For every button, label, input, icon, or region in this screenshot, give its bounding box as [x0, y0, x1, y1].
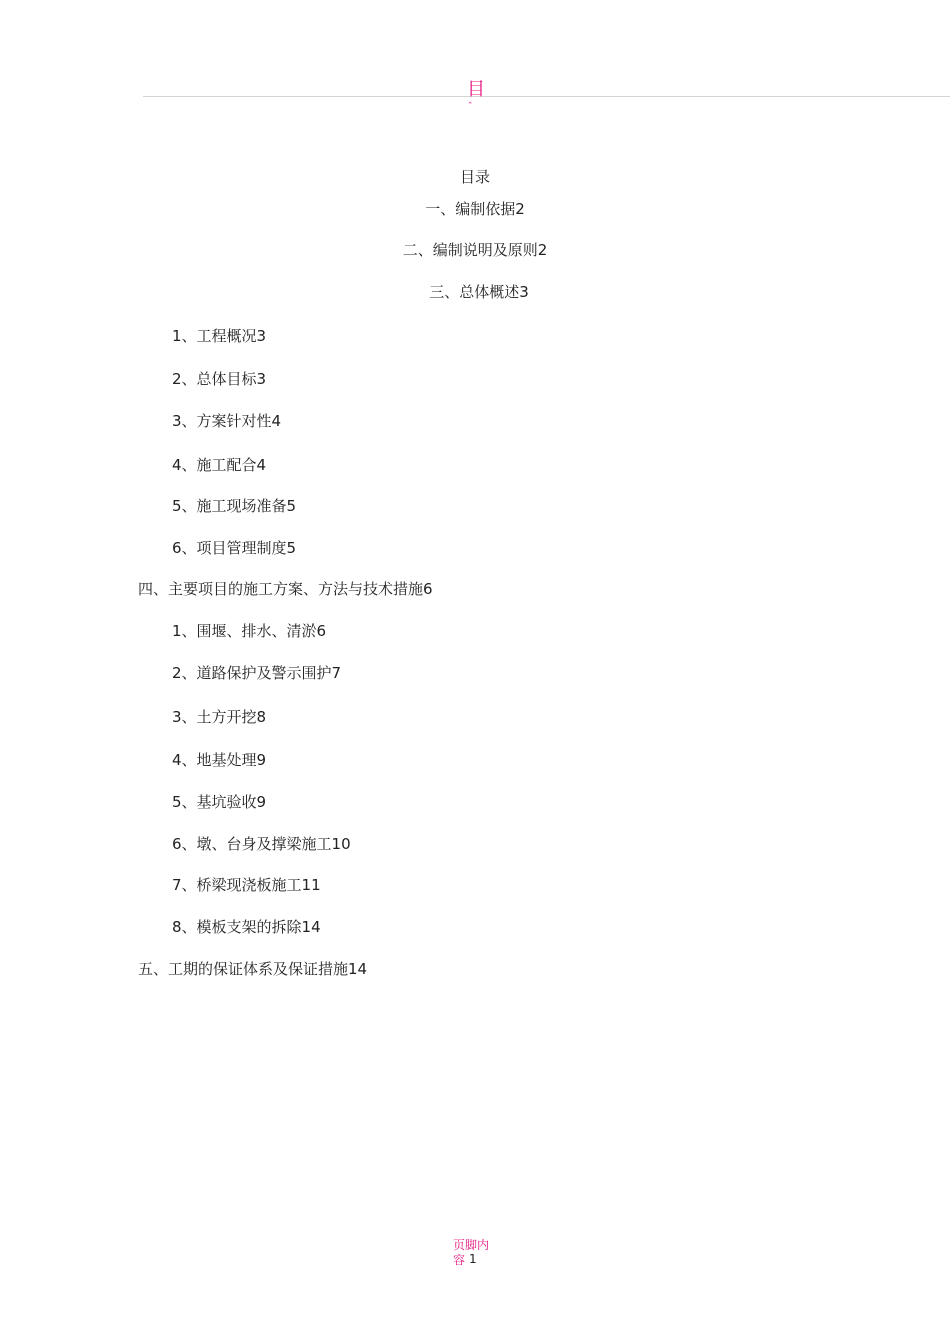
footer-page-number: 1: [469, 1252, 477, 1266]
toc-entry-text: 4、施工配合: [172, 456, 257, 474]
header-dot: ˆ: [468, 102, 473, 112]
toc-entry-page: 14: [301, 918, 321, 936]
toc-entry-page: 3: [256, 327, 267, 345]
toc-entry-page: 9: [256, 793, 267, 811]
toc-entry-page: 5: [286, 497, 297, 515]
toc-entry-text: 三、总体概述: [429, 283, 520, 301]
toc-entry-page: 6: [423, 580, 433, 598]
toc-entry-4-3[interactable]: [172, 707, 266, 727]
toc-entry-4-5[interactable]: [172, 792, 266, 812]
toc-entry-4-7[interactable]: [172, 875, 321, 895]
toc-entry-page: 4: [256, 456, 267, 474]
toc-entry-page: 2: [515, 200, 525, 218]
toc-entry-text: 4、地基处理: [172, 751, 257, 769]
toc-entry-text: 四、主要项目的施工方案、方法与技术措施: [138, 580, 424, 598]
toc-entry-page: 5: [286, 539, 297, 557]
toc-entry-page: 2: [537, 241, 548, 259]
toc-entry-4-6[interactable]: [172, 834, 351, 854]
toc-entry-text: 二、编制说明及原则: [402, 241, 538, 259]
toc-entry-3-2[interactable]: [172, 369, 266, 389]
toc-entry-text: 8、模板支架的拆除: [172, 918, 302, 936]
toc-entry-page: 8: [256, 708, 267, 726]
toc-entry-text: 6、项目管理制度: [172, 539, 287, 557]
header-rule: [143, 96, 950, 97]
toc-entry-text: 1、围堰、排水、清淤: [172, 622, 317, 640]
toc-entry-text: 3、方案针对性: [172, 412, 272, 430]
toc-entry-3-1[interactable]: [172, 326, 266, 346]
toc-title: 目录: [459, 168, 490, 186]
toc-entry-text: 6、墩、台身及撑梁施工: [172, 835, 332, 853]
toc-entry-4-2[interactable]: [172, 663, 341, 683]
toc-entry-3[interactable]: [4, 282, 950, 302]
toc-entry-4-1[interactable]: [172, 621, 326, 641]
toc-entry-4-8[interactable]: [172, 917, 321, 937]
toc-entry-3-4[interactable]: [172, 455, 266, 475]
toc-entry-text: 2、道路保护及警示围护: [172, 664, 332, 682]
toc-entry-2[interactable]: [0, 240, 950, 260]
toc-entry-text: 五、工期的保证体系及保证措施: [138, 960, 349, 978]
toc-entry-text: 2、总体目标: [172, 370, 257, 388]
toc-entry-page: 9: [256, 751, 267, 769]
toc-entry-4[interactable]: [138, 579, 433, 599]
toc-entry-page: 6: [316, 622, 327, 640]
toc-entry-page: 11: [301, 876, 321, 894]
toc-entry-page: 10: [331, 835, 351, 853]
toc-entry-text: 7、桥梁现浇板施工: [172, 876, 302, 894]
toc-entry-page: 3: [256, 370, 267, 388]
toc-entry-3-6[interactable]: [172, 538, 296, 558]
toc-entry-3-5[interactable]: [172, 496, 296, 516]
toc-entry-text: 3、土方开挖: [172, 708, 257, 726]
toc-entry-text: 一、编制依据: [425, 200, 516, 218]
toc-entry-page: 7: [331, 664, 342, 682]
toc-entry-1[interactable]: [0, 199, 950, 219]
toc-entry-5[interactable]: [138, 959, 367, 979]
footer-label: 页脚内容: [453, 1238, 490, 1267]
toc-entry-text: 5、基坑验收: [172, 793, 257, 811]
toc-entry-3-3[interactable]: [172, 411, 281, 431]
header-mark: 目: [467, 79, 485, 100]
toc-entry-page: 4: [271, 412, 282, 430]
toc-entry-page: 14: [348, 960, 368, 978]
toc-entry-page: 3: [519, 283, 529, 301]
toc-entry-text: 5、施工现场准备: [172, 497, 287, 515]
toc-entry-4-4[interactable]: [172, 750, 266, 770]
toc-entry-text: 1、工程概况: [172, 327, 257, 345]
